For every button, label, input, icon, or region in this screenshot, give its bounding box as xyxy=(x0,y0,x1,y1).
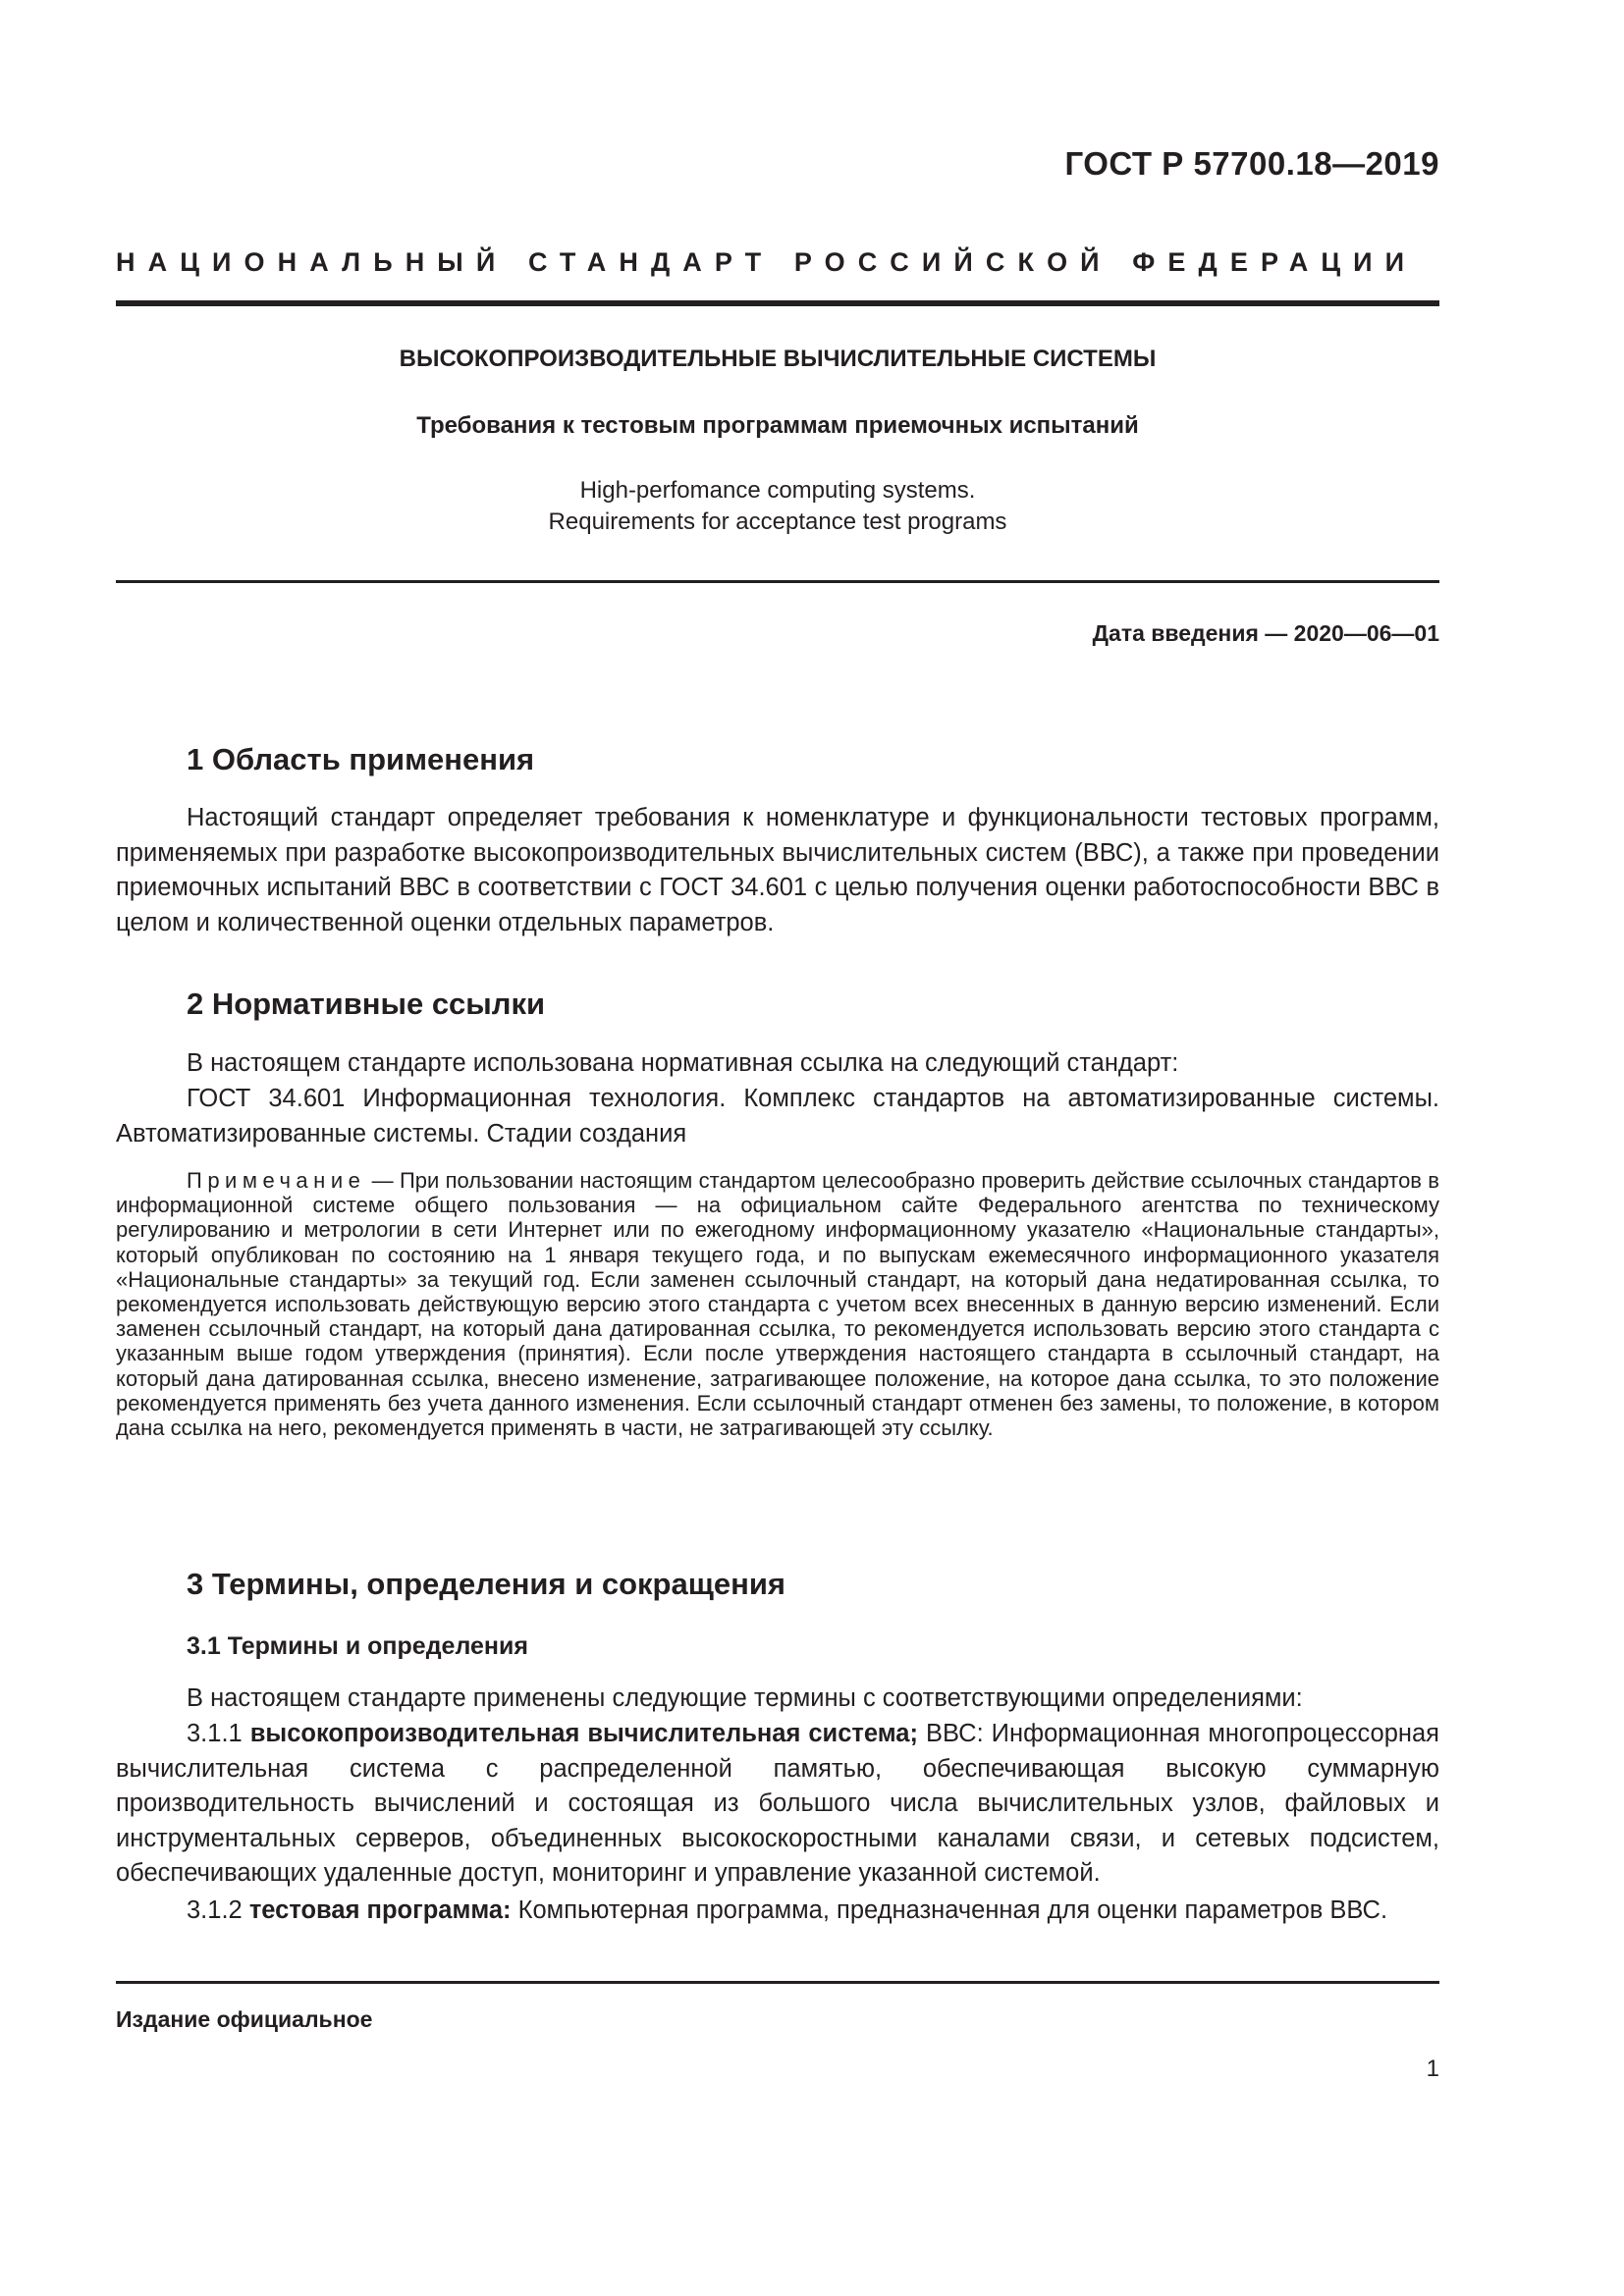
english-title-line-1: High-perfomance computing systems. xyxy=(579,477,976,504)
english-title-line-2: Requirements for acceptance test programs xyxy=(548,508,1007,535)
document-subtitle: Требования к тестовым программам приемочных испытаний xyxy=(416,412,1139,439)
official-edition-label: Издание официальное xyxy=(116,2006,373,2032)
section-2-text-1: В настоящем стандарте использована нормативная ссылка на следующий стандарт: xyxy=(187,1049,1179,1077)
english-title xyxy=(116,475,1439,538)
term-3-1-2-name: тестовая программа: xyxy=(248,1896,512,1924)
footer-rule xyxy=(116,1981,1439,1984)
page-number: 1 xyxy=(1426,2056,1439,2082)
section-3-1-heading: 3.1 Термины и определения xyxy=(187,1632,528,1660)
section-3-intro: В настоящем стандарте применены следующие термины с соответствующими определениями: xyxy=(187,1684,1303,1712)
term-3-1-2: 3.1.2 тестовая программа: Компьютерная программа, предназначенная для оценки параметров ВВС. xyxy=(187,1896,1388,1924)
document-title: ВЫСОКОПРОИЗВОДИТЕЛЬНЫЕ ВЫЧИСЛИТЕЛЬНЫЕ СИСТЕМЫ xyxy=(399,346,1157,372)
section-3-heading: 3 Термины, определения и сокращения xyxy=(187,1567,785,1601)
introduction-date: Дата введения — 2020—06—01 xyxy=(1092,620,1439,646)
section-2-reference: ГОСТ 34.601 Информационная технология. Комплекс стандартов на автоматизированные системы. Автоматизированные системы. Стадии создания xyxy=(116,1085,1439,1148)
header-rule xyxy=(116,300,1439,306)
section-2-note: Примечание — При пользовании настоящим стандартом целесообразно проверить действие ссылочных стандартов в информационной системе общего пользования — на официальном сайте Федерального агентства по техническому регулированию и метрологии в сети Интернет или по ежегодному информационному указателю «Национальные стандарты», который опубликован по состоянию на 1 января текущего года, и по выпускам ежемесячного информационного указателя «Национальные стандарты» за текущий год. Если заменен ссылочный стандарт, на который дана недатированная ссылка, то рекомендуется использовать действующую версию этого стандарта с учетом всех внесенных в данную версию изменений. Если заменен ссылочный стандарт, на который дана датированная ссылка, то рекомендуется использовать версию этого стандарта с указанным выше годом утверждения (принятия). Если после утверждения настоящего стандарта в ссылочный стандарт, на который дана датированная ссылка, внесено изменение, затрагивающее положение, на которое дана ссылка, то это положение рекомендуется применять без учета данного изменения. Если ссылочный стандарт отменен без замены, то положение, в котором дана ссылка на него, рекомендуется применять в части, не затрагивающей эту ссылку. xyxy=(116,1168,1439,1441)
term-3-1-1: 3.1.1 высокопроизводительная вычислительная система; ВВС: Информационная многопроцессорная вычислительная система с распределенной памятью, обеспечивающая высокую суммарную производительность вычислений и состоящая из большого числа вычислительных узлов, файловых и инструментальных серверов, объединенных высокоскоростными каналами связи, и сетевых подсистем, обеспечивающих удаленные доступ, мониторинг и управление указанной системой. xyxy=(116,1720,1439,1887)
section-1-text: Настоящий стандарт определяет требования к номенклатуре и функциональности тестовых программ, применяемых при разработке высокопроизводительных вычислительных систем (ВВС), а также при проведении приемочных испытаний ВВС в соответствии с ГОСТ 34.601 с целью получения оценки работоспособности ВВС в целом и количественной оценки отдельных параметров. xyxy=(116,804,1439,936)
term-3-1-1-name: высокопроизводительная вычислительная система; xyxy=(249,1720,918,1747)
section-2-heading: 2 Нормативные ссылки xyxy=(187,987,546,1021)
title-rule xyxy=(116,580,1439,583)
document-number: ГОСТ Р 57700.18—2019 xyxy=(1064,145,1439,182)
note-label: Примечание xyxy=(187,1168,366,1193)
section-1-heading: 1 Область применения xyxy=(187,742,535,776)
national-standard-banner: НАЦИОНАЛЬНЫЙ СТАНДАРТ РОССИЙСКОЙ ФЕДЕРАЦИИ xyxy=(116,247,1418,277)
